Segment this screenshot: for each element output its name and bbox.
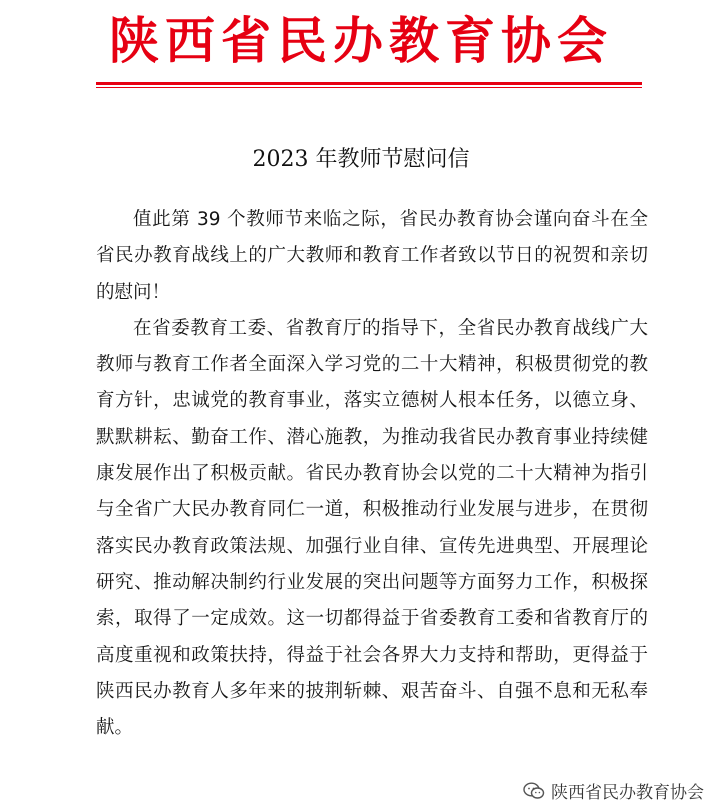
paragraph-2: 在省委教育工委、省教育厅的指导下，全省民办教育战线广大教师与教育工作者全面深入学习党的二十大精神，积极贯彻党的教育方针，忠诚党的教育事业，落实立德树人根本任务，以德立身、默默耕耘、勤奋工作、潜心施教，为推动我省民办教育事业持续健康发展作出了积极贡献。省民办教育协会以党的二十大精神为指引与全省广大民办教育同仁一道，积极推动行业发展与进步，在贯彻落实民办教育政策法规、加强行业自律、宣传先进典型、开展理论研究、推动解决制约行业发展的突出问题等方面努力工作，积极探索，取得了一定成效。这一切都得益于省委教育工委和省教育厅的高度重视和政策扶持，得益于社会各界大力支持和帮助，更得益于陕西民办教育人多年来的披荆斩棘、艰苦奋斗、自强不息和无私奉献。: [96, 317, 648, 739]
organization-header: 陕西省民办教育协会: [109, 12, 613, 70]
header-divider-thin: [96, 87, 642, 88]
wechat-watermark: [523, 778, 704, 803]
letter-title: 2023 年教师节慰问信: [252, 147, 470, 172]
header-divider-thick: [96, 82, 642, 85]
watermark-text: 陕西省民办教育协会: [551, 783, 704, 803]
letter-body: [96, 202, 648, 746]
paragraph-1: 值此第 39 个教师节来临之际，省民办教育协会谨向奋斗在全省民办教育战线上的广大教师和教育工作者致以节日的祝贺和亲切的慰问！: [96, 209, 648, 303]
wechat-icon: [523, 782, 545, 800]
